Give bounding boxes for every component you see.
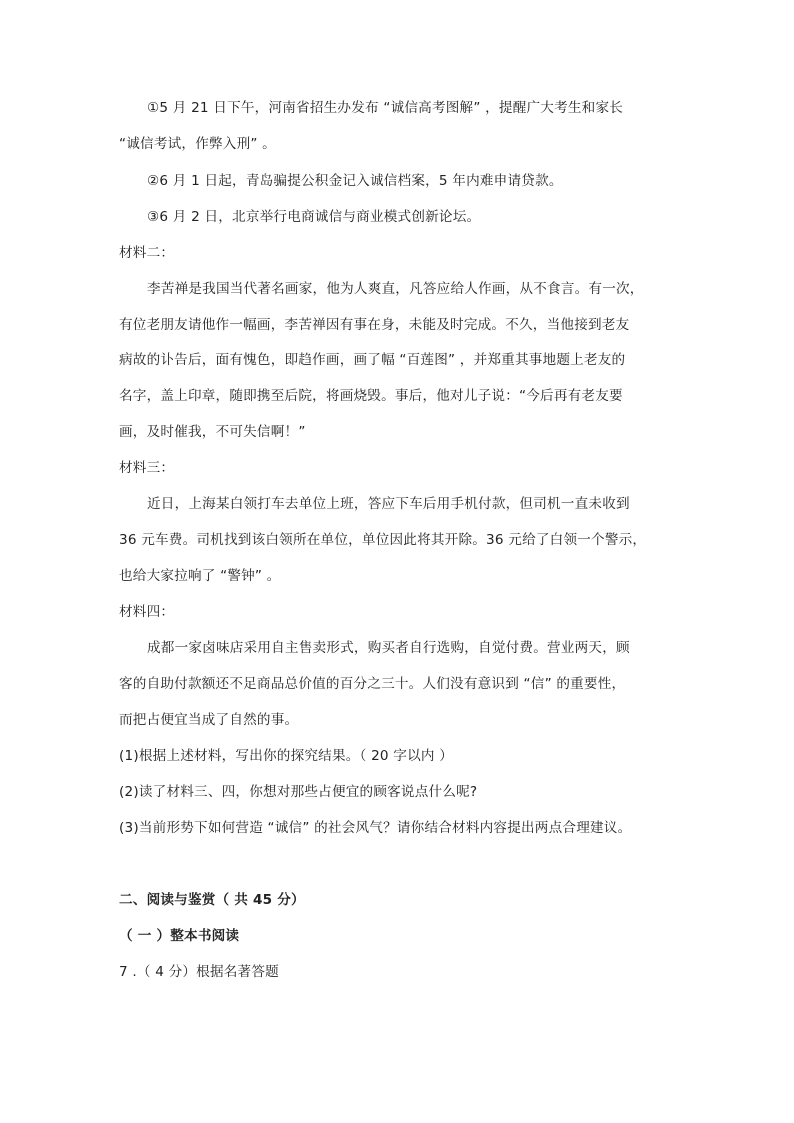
- material-four-line: 客的自助付款额还不足商品总价值的百分之三十。人们没有意识到 “信” 的重要性，: [119, 676, 626, 692]
- material-three-heading: 材料三：: [119, 460, 175, 476]
- material-two-line: 画，及时催我，不可失信啊！”: [119, 424, 306, 440]
- material-two-line: 有位老朋友请他作一幅画，李苦禅因有事在身，未能及时完成。不久，当他接到老友: [119, 317, 630, 333]
- question-seven: 7 .（ 4 分）根据名著答题: [119, 964, 279, 980]
- subsection-one-title: （ 一 ）整本书阅读: [119, 928, 240, 944]
- material-three-line: 也给大家拉响了 “警钟” 。: [119, 568, 281, 584]
- material-three-line: 近日，上海某白领打车去单位上班，答应下车后用手机付款，但司机一直未收到: [147, 496, 630, 512]
- material-one-item-1-cont: “诚信考试，作弊入刑” 。: [119, 136, 276, 152]
- material-two-line: 名字，盖上印章，随即携至后院，将画烧毁。事后，他对儿子说：“今后再有老友要: [119, 388, 623, 404]
- material-one-item-2: ②6 月 1 日起，青岛骗提公积金记入诚信档案，5 年内难申请贷款。: [147, 173, 563, 189]
- material-one-item-1: ①5 月 21 日下午，河南省招生办发布 “诚信高考图解” ，提醒广大考生和家长: [147, 100, 624, 116]
- material-four-heading: 材料四：: [119, 604, 175, 620]
- material-four-line: 而把占便宜当成了自然的事。: [119, 712, 299, 728]
- material-one-item-3: ③6 月 2 日，北京举行电商诚信与商业模式创新论坛。: [147, 209, 481, 225]
- material-two-line: 李苦禅是我国当代著名画家，他为人爽直，凡答应给人作画，从不食言。有一次，: [147, 281, 644, 297]
- material-three-line: 36 元车费。司机找到该白领所在单位，单位因此将其开除。36 元给了白领一个警示，: [119, 532, 647, 548]
- material-four-line: 成都一家卤味店采用自主售卖形式，购买者自行选购，自觉付费。营业两天，顾: [147, 640, 630, 656]
- question-2: (2)读了材料三、四，你想对那些占便宜的顾客说点什么呢?: [119, 784, 478, 800]
- question-1: (1)根据上述材料，写出你的探究结果。（ 20 字以内 ）: [119, 748, 453, 764]
- section-two-title: 二、阅读与鉴赏（ 共 45 分）: [119, 892, 305, 908]
- material-two-line: 病故的讣告后，面有愧色，即趋作画，画了幅 “百莲图” ，并郑重其事地题上老友的: [119, 352, 626, 368]
- question-3: (3)当前形势下如何营造 “诚信” 的社会风气？请你结合材料内容提出两点合理建议。: [119, 820, 632, 836]
- material-two-heading: 材料二：: [119, 245, 175, 261]
